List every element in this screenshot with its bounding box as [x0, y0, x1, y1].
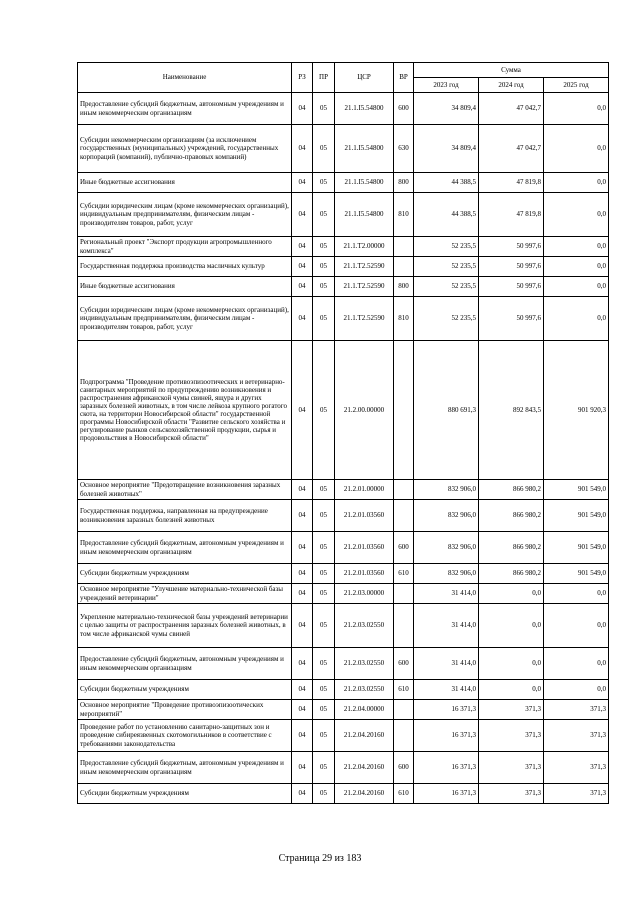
row-name: Субсидии бюджетным учреждениям [78, 680, 292, 700]
row-rz: 04 [292, 700, 313, 720]
row-vr [394, 604, 414, 648]
row-rz: 04 [292, 720, 313, 752]
row-pr: 05 [313, 752, 335, 784]
row-csr: 21.1.I5.54800 [335, 93, 394, 125]
row-name: Основное мероприятие "Улучшение материально-технической базы учреждений ветеринарии" [78, 584, 292, 604]
row-rz: 04 [292, 341, 313, 480]
row-pr: 05 [313, 564, 335, 584]
row-sum-2025: 0,0 [544, 604, 609, 648]
row-csr: 21.2.01.00000 [335, 480, 394, 500]
row-name: Подпрограмма "Проведение противоэпизоотических и ветеринарно-санитарных мероприятий по предупреждению возникновения и распространения африканской чумы свиней, ящура и других заразных болезней животных, в том числе лейкоза крупного рогатого скота, на территории Новосибирской области" государственной программы Новосибирской области "Развитие сельского хозяйства и регулирование рынков сельскохозяйственной продукции, сырья и продовольствия в Новосибирской области" [78, 341, 292, 480]
row-pr: 05 [313, 584, 335, 604]
table-row [78, 584, 609, 604]
row-sum-2023: 832 906,0 [414, 480, 479, 500]
row-pr: 05 [313, 784, 335, 804]
row-pr: 05 [313, 680, 335, 700]
row-csr: 21.1.T2.52590 [335, 257, 394, 277]
row-pr: 05 [313, 700, 335, 720]
row-sum-2024: 371,3 [479, 720, 544, 752]
row-name: Иные бюджетные ассигнования [78, 277, 292, 297]
table-row [78, 700, 609, 720]
row-pr: 05 [313, 297, 335, 341]
row-sum-2023: 832 906,0 [414, 500, 479, 532]
row-sum-2023: 31 414,0 [414, 584, 479, 604]
row-pr: 05 [313, 173, 335, 193]
table-row [78, 93, 609, 125]
row-vr: 610 [394, 564, 414, 584]
row-sum-2024: 47 819,8 [479, 193, 544, 237]
row-csr: 21.1.T2.00000 [335, 237, 394, 257]
row-sum-2025: 0,0 [544, 125, 609, 173]
row-sum-2024: 866 980,2 [479, 532, 544, 564]
row-sum-2024: 47 042,7 [479, 125, 544, 173]
row-rz: 04 [292, 784, 313, 804]
row-vr [394, 700, 414, 720]
row-sum-2025: 371,3 [544, 720, 609, 752]
row-sum-2025: 901 549,0 [544, 480, 609, 500]
row-vr: 600 [394, 532, 414, 564]
row-csr: 21.2.03.02550 [335, 680, 394, 700]
row-pr: 05 [313, 341, 335, 480]
row-rz: 04 [292, 584, 313, 604]
row-name: Иные бюджетные ассигнования [78, 173, 292, 193]
row-vr: 610 [394, 680, 414, 700]
row-sum-2025: 0,0 [544, 93, 609, 125]
row-pr: 05 [313, 648, 335, 680]
table-row [78, 277, 609, 297]
header-vr: ВР [394, 63, 414, 93]
table-row [78, 500, 609, 532]
table-row [78, 193, 609, 237]
table-body [78, 93, 609, 804]
row-vr [394, 237, 414, 257]
row-sum-2024: 50 997,6 [479, 237, 544, 257]
row-name: Предоставление субсидий бюджетным, автономным учреждениям и иным некоммерческим организациям [78, 532, 292, 564]
row-csr: 21.2.04.20160 [335, 720, 394, 752]
row-vr [394, 341, 414, 480]
row-name: Государственная поддержка, направленная на предупреждение возникновения заразных болезней животных [78, 500, 292, 532]
row-pr: 05 [313, 277, 335, 297]
row-vr [394, 500, 414, 532]
row-sum-2024: 50 997,6 [479, 277, 544, 297]
row-vr [394, 257, 414, 277]
row-sum-2024: 50 997,6 [479, 257, 544, 277]
row-rz: 04 [292, 532, 313, 564]
row-csr: 21.2.03.00000 [335, 584, 394, 604]
row-csr: 21.2.03.02550 [335, 648, 394, 680]
table-row [78, 173, 609, 193]
row-name: Субсидии бюджетным учреждениям [78, 784, 292, 804]
row-sum-2025: 0,0 [544, 584, 609, 604]
header-name: Наименование [78, 63, 292, 93]
table-row [78, 648, 609, 680]
row-sum-2024: 866 980,2 [479, 480, 544, 500]
row-name: Предоставление субсидий бюджетным, автономным учреждениям и иным некоммерческим организациям [78, 93, 292, 125]
row-rz: 04 [292, 277, 313, 297]
row-vr: 610 [394, 784, 414, 804]
row-sum-2023: 52 235,5 [414, 257, 479, 277]
row-pr: 05 [313, 93, 335, 125]
row-sum-2024: 50 997,6 [479, 297, 544, 341]
row-pr: 05 [313, 480, 335, 500]
budget-table [77, 62, 609, 804]
row-rz: 04 [292, 500, 313, 532]
row-name: Основное мероприятие "Предотвращение возникновения заразных болезней животных" [78, 480, 292, 500]
row-sum-2023: 52 235,5 [414, 237, 479, 257]
table-row [78, 784, 609, 804]
row-name: Проведение работ по установлению санитарно-защитных зон и проведение сибиреязвенных скотомогильников в соответствие с требованиями законодательства [78, 720, 292, 752]
row-vr: 800 [394, 173, 414, 193]
row-sum-2024: 0,0 [479, 680, 544, 700]
row-sum-2023: 31 414,0 [414, 604, 479, 648]
row-vr [394, 584, 414, 604]
row-sum-2023: 832 906,0 [414, 564, 479, 584]
row-sum-2025: 901 549,0 [544, 564, 609, 584]
row-sum-2024: 866 980,2 [479, 564, 544, 584]
row-sum-2023: 44 388,5 [414, 173, 479, 193]
row-csr: 21.2.03.02550 [335, 604, 394, 648]
row-csr: 21.1.T2.52590 [335, 277, 394, 297]
header-sums: Сумма [414, 63, 609, 78]
row-vr: 810 [394, 297, 414, 341]
row-sum-2025: 901 920,3 [544, 341, 609, 480]
header-pr: ПР [313, 63, 335, 93]
row-pr: 05 [313, 720, 335, 752]
row-sum-2023: 16 371,3 [414, 700, 479, 720]
table-row [78, 297, 609, 341]
row-csr: 21.2.00.00000 [335, 341, 394, 480]
header-year-2023: 2023 год [414, 78, 479, 93]
row-sum-2023: 832 906,0 [414, 532, 479, 564]
table-row [78, 532, 609, 564]
row-name: Субсидии юридическим лицам (кроме некоммерческих организаций), индивидуальным предпринимателям, физическим лицам - производителям товаров, работ, услуг [78, 297, 292, 341]
header-csr: ЦСР [335, 63, 394, 93]
row-vr [394, 480, 414, 500]
row-rz: 04 [292, 604, 313, 648]
row-vr: 600 [394, 648, 414, 680]
row-sum-2023: 16 371,3 [414, 720, 479, 752]
row-sum-2025: 0,0 [544, 237, 609, 257]
table-row [78, 237, 609, 257]
row-sum-2025: 0,0 [544, 257, 609, 277]
row-pr: 05 [313, 193, 335, 237]
row-sum-2025: 0,0 [544, 277, 609, 297]
row-sum-2023: 16 371,3 [414, 784, 479, 804]
row-pr: 05 [313, 237, 335, 257]
row-rz: 04 [292, 125, 313, 173]
row-sum-2024: 371,3 [479, 784, 544, 804]
row-sum-2023: 16 371,3 [414, 752, 479, 784]
row-sum-2023: 44 388,5 [414, 193, 479, 237]
header-year-2024: 2024 год [479, 78, 544, 93]
table-row [78, 480, 609, 500]
row-rz: 04 [292, 648, 313, 680]
row-sum-2024: 0,0 [479, 584, 544, 604]
row-name: Предоставление субсидий бюджетным, автономным учреждениям и иным некоммерческим организациям [78, 752, 292, 784]
row-rz: 04 [292, 237, 313, 257]
row-vr: 800 [394, 277, 414, 297]
row-vr: 810 [394, 193, 414, 237]
row-sum-2025: 901 549,0 [544, 532, 609, 564]
row-name: Государственная поддержка производства масличных культур [78, 257, 292, 277]
row-sum-2025: 371,3 [544, 700, 609, 720]
row-pr: 05 [313, 125, 335, 173]
row-pr: 05 [313, 532, 335, 564]
row-csr: 21.2.01.03560 [335, 500, 394, 532]
row-sum-2025: 0,0 [544, 680, 609, 700]
table-row [78, 257, 609, 277]
row-sum-2023: 31 414,0 [414, 680, 479, 700]
row-rz: 04 [292, 193, 313, 237]
row-name: Основное мероприятие "Проведение противоэпизоотических мероприятий" [78, 700, 292, 720]
row-sum-2024: 47 819,8 [479, 173, 544, 193]
row-sum-2024: 892 843,5 [479, 341, 544, 480]
row-sum-2024: 0,0 [479, 604, 544, 648]
row-name: Субсидии юридическим лицам (кроме некоммерческих организаций), индивидуальным предпринимателям, физическим лицам - производителям товаров, работ, услуг [78, 193, 292, 237]
row-sum-2023: 880 691,3 [414, 341, 479, 480]
row-rz: 04 [292, 680, 313, 700]
row-sum-2023: 52 235,5 [414, 277, 479, 297]
row-sum-2025: 0,0 [544, 193, 609, 237]
row-csr: 21.1.I5.54800 [335, 125, 394, 173]
table-row [78, 604, 609, 648]
header-year-2025: 2025 год [544, 78, 609, 93]
row-sum-2025: 371,3 [544, 752, 609, 784]
row-sum-2023: 31 414,0 [414, 648, 479, 680]
row-csr: 21.2.04.20160 [335, 784, 394, 804]
row-csr: 21.2.04.20160 [335, 752, 394, 784]
row-rz: 04 [292, 564, 313, 584]
row-csr: 21.2.01.03560 [335, 564, 394, 584]
row-sum-2025: 0,0 [544, 297, 609, 341]
row-rz: 04 [292, 257, 313, 277]
row-rz: 04 [292, 173, 313, 193]
row-pr: 05 [313, 257, 335, 277]
row-sum-2025: 901 549,0 [544, 500, 609, 532]
row-sum-2024: 866 980,2 [479, 500, 544, 532]
row-sum-2024: 0,0 [479, 648, 544, 680]
row-vr: 600 [394, 93, 414, 125]
row-name: Субсидии некоммерческим организациям (за исключением государственных (муниципальных) учреждений, государственных корпораций (компаний), публично-правовых компаний) [78, 125, 292, 173]
row-vr: 630 [394, 125, 414, 173]
row-name: Предоставление субсидий бюджетным, автономным учреждениям и иным некоммерческим организациям [78, 648, 292, 680]
row-csr: 21.1.T2.52590 [335, 297, 394, 341]
row-sum-2025: 371,3 [544, 784, 609, 804]
row-name: Укрепление материально-технической базы учреждений ветеринарии с целью защиты от распространения заразных болезней животных, в том числе африканской чумы свиней [78, 604, 292, 648]
page-number: Страница 29 из 183 [278, 853, 362, 864]
row-rz: 04 [292, 480, 313, 500]
row-sum-2024: 47 042,7 [479, 93, 544, 125]
row-csr: 21.1.I5.54800 [335, 193, 394, 237]
row-csr: 21.1.I5.54800 [335, 173, 394, 193]
row-name: Региональный проект "Экспорт продукции агропромышленного комплекса" [78, 237, 292, 257]
row-sum-2025: 0,0 [544, 173, 609, 193]
table-row [78, 720, 609, 752]
table-row [78, 564, 609, 584]
row-csr: 21.2.04.00000 [335, 700, 394, 720]
row-rz: 04 [292, 297, 313, 341]
row-sum-2023: 34 809,4 [414, 125, 479, 173]
row-sum-2023: 34 809,4 [414, 93, 479, 125]
row-sum-2023: 52 235,5 [414, 297, 479, 341]
row-name: Субсидии бюджетным учреждениям [78, 564, 292, 584]
table-row [78, 680, 609, 700]
row-pr: 05 [313, 604, 335, 648]
row-sum-2025: 0,0 [544, 648, 609, 680]
header-rz: РЗ [292, 63, 313, 93]
table-row [78, 341, 609, 480]
row-vr [394, 720, 414, 752]
row-rz: 04 [292, 93, 313, 125]
row-vr: 600 [394, 752, 414, 784]
table-row [78, 125, 609, 173]
table-row [78, 752, 609, 784]
row-rz: 04 [292, 752, 313, 784]
row-sum-2024: 371,3 [479, 700, 544, 720]
row-sum-2024: 371,3 [479, 752, 544, 784]
row-csr: 21.2.01.03560 [335, 532, 394, 564]
row-pr: 05 [313, 500, 335, 532]
